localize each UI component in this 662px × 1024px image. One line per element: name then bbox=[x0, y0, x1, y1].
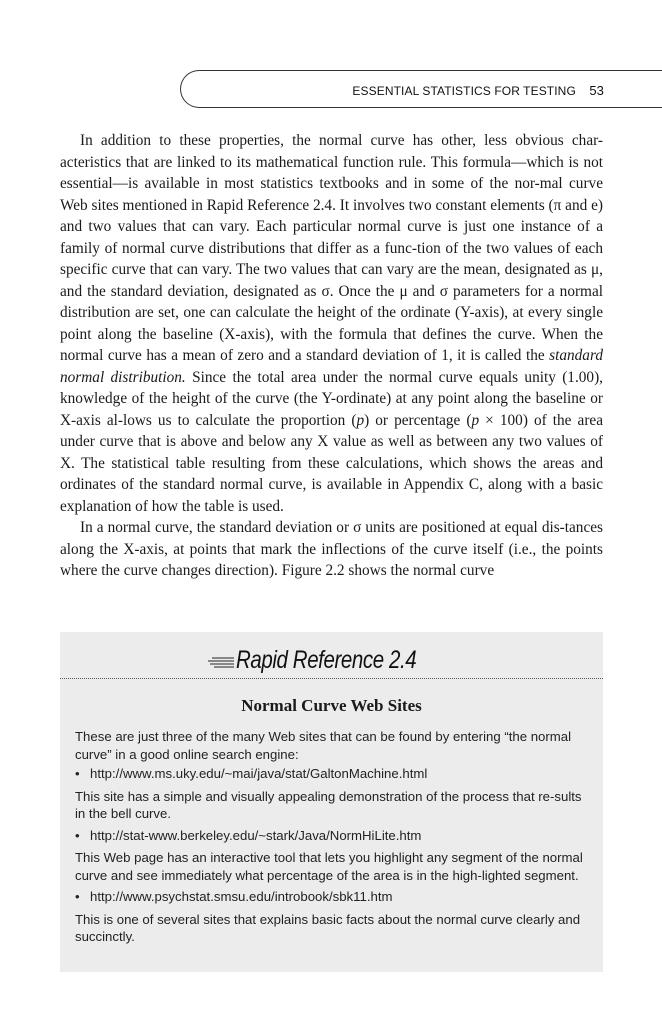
site-description: This is one of several sites that explains basic facts about the normal curve clearly and succinctly. bbox=[75, 911, 581, 944]
site-url: http://stat-www.berkeley.edu/~stark/Java/NormHiLite.htm bbox=[90, 827, 422, 843]
list-item bbox=[75, 827, 585, 845]
list-item bbox=[75, 765, 585, 783]
bullet-icon: • bbox=[75, 766, 80, 781]
italic-symbol: p bbox=[471, 411, 480, 429]
paragraph-text: × 100) of the area under curve that is above and below any X value as well as between any two values of X. The statistical table resulting from these calculations, which shows the areas and ordinates of the standard normal curve, is available in Appendix C, along with a basic explanation of how the table is used. bbox=[60, 411, 603, 515]
rapid-reference-label: Rapid Reference 2.4 bbox=[235, 645, 416, 674]
paragraph-text: Since the total area under the normal curve equals unity (1.00), knowledge of the height of the curve (the Y-ordinate) at any point along the baseline or X-axis al-lows us to calculate the proportion ( bbox=[60, 368, 603, 429]
site-url: http://www.psychstat.smsu.edu/introbook/sbk11.htm bbox=[90, 889, 393, 904]
site-description: This site has a simple and visually appealing demonstration of the process that re-sults in the bell curve. bbox=[75, 788, 582, 821]
box-body bbox=[75, 728, 585, 950]
italic-symbol: p bbox=[356, 411, 365, 429]
paragraph: In a normal curve, the standard deviation or σ units are positioned at equal dis-tances along the X-axis, at points that mark the inflections of the curve itself (i.e., the points where the curve changes direction). Figure 2.2 shows the normal curve bbox=[60, 519, 603, 579]
page-number: 53 bbox=[589, 83, 604, 98]
running-header bbox=[352, 83, 604, 98]
body-text bbox=[60, 130, 603, 582]
rapid-reference-box bbox=[60, 632, 603, 972]
italic-term: standard normal distribution. bbox=[60, 347, 603, 386]
list-item bbox=[75, 888, 585, 906]
bullet-icon: • bbox=[75, 889, 80, 904]
paragraph-text: ) or percentage ( bbox=[364, 411, 472, 429]
paragraph bbox=[60, 130, 603, 517]
bullet-icon: • bbox=[75, 827, 80, 843]
running-header-title: ESSENTIAL STATISTICS FOR TESTING bbox=[352, 84, 576, 98]
box-intro: These are just three of the many Web sites that can be found by entering “the normal curve” in a good online search engine: bbox=[75, 729, 572, 762]
paragraph-text: In addition to these properties, the normal curve has other, less obvious char-acteristics that are linked to its mathematical function rule. This formula—which is not essential—is available in most statistics textbooks and in some of the nor-mal curve Web sites mentioned in Rapid Reference 2.4. It involves two constant elements (π and e) and two values that can vary. Each particular normal curve is just one instance of a family of normal curve distributions that differ as a func-tion of the two values of each specific curve that can vary. The two values that can vary are the mean, designated as μ, and the standard deviation, designated as σ. Once the μ and σ parameters for a normal distribution are set, one can calculate the height of the ordinate (Y-axis), at every single point along the baseline (X-axis), with the formula that defines the curve. When the normal curve has a mean of zero and a standard deviation of 1, it is called the bbox=[60, 132, 603, 364]
box-heading: Normal Curve Web Sites bbox=[241, 696, 422, 715]
speed-lines-icon bbox=[208, 656, 234, 668]
rapid-reference-title bbox=[60, 642, 603, 678]
dotted-divider bbox=[60, 678, 603, 679]
site-url: http://www.ms.uky.edu/~mai/java/stat/GaltonMachine.html bbox=[90, 766, 428, 781]
site-description: This Web page has an interactive tool that lets you highlight any segment of the normal curve and see immediately what percentage of the area is in the high-lighted segment. bbox=[75, 850, 583, 883]
